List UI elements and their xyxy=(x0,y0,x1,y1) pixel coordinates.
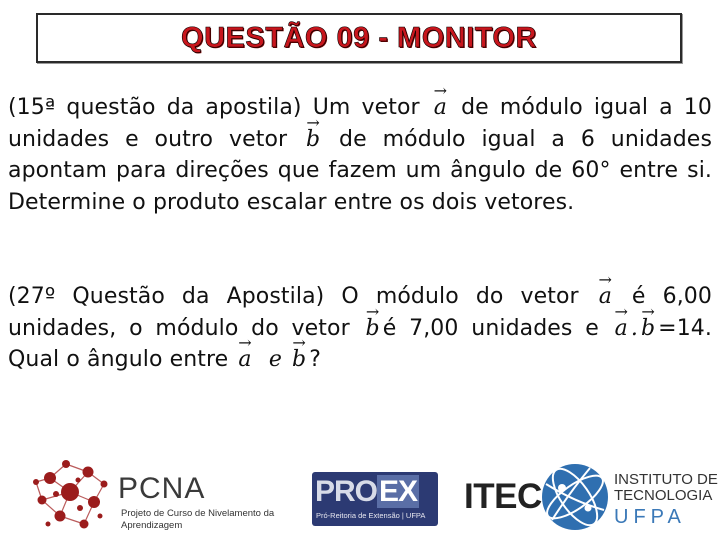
vector-a-symbol: a → xyxy=(235,344,254,376)
conjunction-e: e xyxy=(268,347,282,372)
vector-a-symbol: a → xyxy=(612,313,631,345)
question-1-text-2: de módulo igual a 10 unidades e outro vetor xyxy=(8,95,712,152)
globe-icon xyxy=(540,462,610,532)
slide-title: QUESTÃO 09 - MONITOR xyxy=(181,21,537,54)
vector-b-symbol: b → xyxy=(638,313,658,345)
question-2-text-4: =14. Qual o ângulo entre xyxy=(8,315,712,372)
question-1-text-3: de módulo igual a 6 unidades apontam para direções que fazem um ângulo de 60° entre si. Determine o produto escalar entre os dois vetores. xyxy=(8,126,713,215)
question-1-text-1: (15ª questão da apostila) Um vetor xyxy=(8,95,431,120)
vector-b-symbol: b → xyxy=(289,344,309,376)
proex-logo-subtitle: Pró-Reitoria de Extensão | UFPA xyxy=(316,511,426,520)
question-2-text-1: (27º Questão da Apostila) O módulo do vetor xyxy=(8,284,596,309)
question-2-text-3: é 7,00 unidades e xyxy=(382,315,612,341)
pcna-logo-name: PCNA xyxy=(118,472,206,505)
question-1 xyxy=(8,92,712,218)
question-2 xyxy=(8,281,712,376)
vector-a-symbol: a → xyxy=(596,281,615,313)
proex-logo-pro: PRO xyxy=(315,475,378,508)
itec-institution-text xyxy=(614,472,720,530)
vector-a-symbol: a → xyxy=(431,92,450,124)
itec-line-1: INSTITUTO DE xyxy=(614,471,718,488)
pcna-network-icon xyxy=(30,450,116,540)
pcna-logo xyxy=(30,450,305,540)
itec-logo-name: ITEC xyxy=(464,477,542,516)
vector-b-symbol: b → xyxy=(363,313,383,345)
vector-b-symbol: b → xyxy=(303,124,323,156)
question-2-text-5: ? xyxy=(309,347,321,372)
proex-logo xyxy=(312,472,438,526)
question-2-text-2: é 6,00 unidades, o módulo do vetor xyxy=(8,284,712,341)
title-box xyxy=(36,13,682,63)
dot-product-operator: . xyxy=(630,315,638,341)
proex-logo-ex: EX xyxy=(379,475,418,508)
itec-line-3: UFPA xyxy=(614,506,686,528)
itec-line-2: TECNOLOGIA xyxy=(614,487,713,504)
logo-footer xyxy=(0,440,720,540)
pcna-logo-subtitle: Projeto de Curso de Nivelamento da Aprendizagem xyxy=(121,508,275,531)
